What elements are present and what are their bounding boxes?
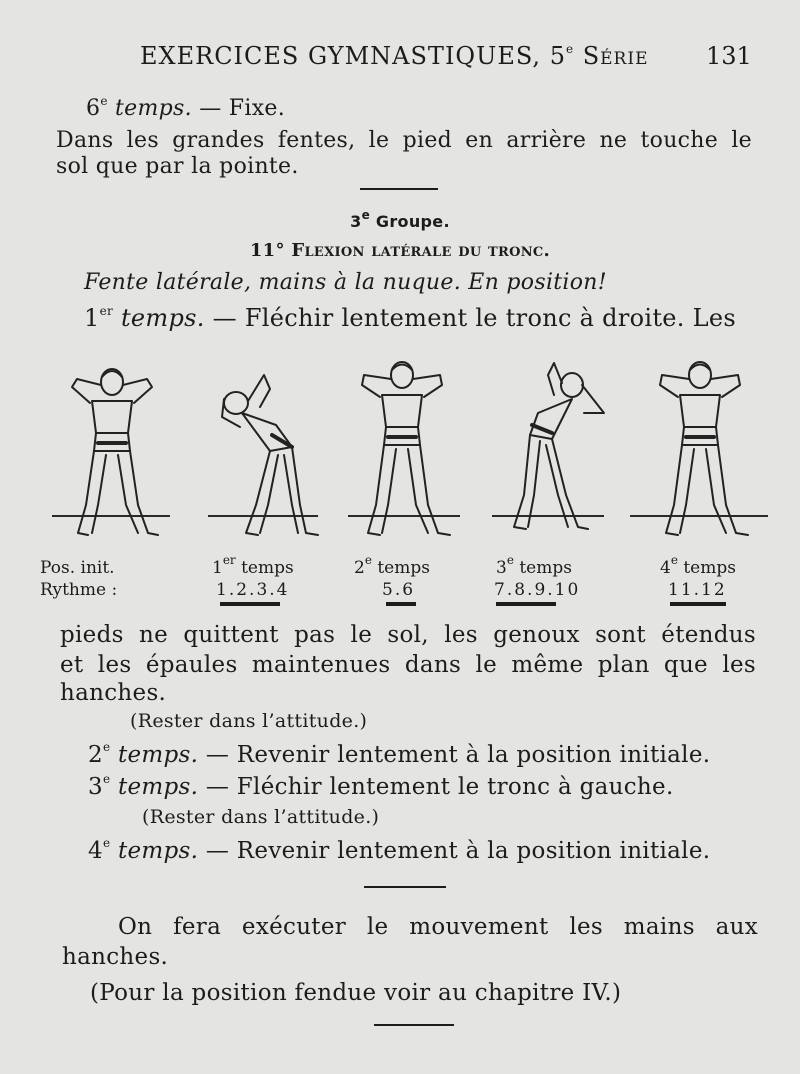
section-rule bbox=[374, 1024, 454, 1026]
paragraph-line: (Pour la position fendue voir au chapitre IV.) bbox=[90, 980, 622, 1006]
rhythm-underline bbox=[670, 602, 726, 606]
exercise-title bbox=[0, 240, 800, 261]
step-word: temps. bbox=[117, 838, 199, 864]
step-number: 3 bbox=[88, 774, 103, 800]
caption-word: temps bbox=[235, 558, 294, 578]
command-line: Fente latérale, mains à la nuque. En position! bbox=[84, 270, 607, 295]
caption-word: temps bbox=[677, 558, 736, 578]
step-sup: e bbox=[102, 740, 111, 755]
caption-number: 1 bbox=[212, 558, 223, 578]
caption-sup: er bbox=[222, 553, 236, 568]
caption-step-1 bbox=[212, 553, 294, 578]
rhythm-value: 7.8.9.10 bbox=[494, 580, 581, 600]
rhythm-value: 5.6 bbox=[382, 580, 416, 600]
rhythm-underline bbox=[220, 602, 280, 606]
running-header bbox=[140, 42, 680, 70]
step-2-line bbox=[88, 742, 710, 768]
step-word: temps. bbox=[117, 742, 199, 768]
figure-step-4 bbox=[660, 362, 748, 535]
step-6-line bbox=[86, 93, 286, 121]
caption-word: temps bbox=[371, 558, 430, 578]
group-sup: e bbox=[361, 207, 371, 222]
group-number: 3 bbox=[350, 212, 362, 231]
step-text: — Fléchir lentement le tronc à gauche. bbox=[198, 774, 674, 800]
step-sup: er bbox=[99, 304, 114, 318]
caption-number: 2 bbox=[354, 558, 365, 578]
step-number: 2 bbox=[88, 742, 103, 768]
paragraph-line: pieds ne quittent pas le sol, les genoux sont étendus bbox=[60, 622, 756, 648]
caption-initial-position bbox=[40, 558, 115, 578]
caption-word: temps bbox=[513, 558, 572, 578]
step-4-line bbox=[88, 838, 710, 864]
note-line: (Rester dans l’attitude.) bbox=[130, 710, 368, 732]
group-word: Groupe. bbox=[370, 212, 450, 231]
paragraph-line: sol que par la pointe. bbox=[56, 154, 299, 179]
rhythm-value: 11.12 bbox=[668, 580, 727, 600]
step-sup: e bbox=[102, 772, 111, 787]
figure-initial-position bbox=[72, 369, 158, 535]
step-word: temps. bbox=[115, 96, 192, 121]
caption-number: 4 bbox=[660, 558, 671, 578]
paragraph-line: hanches. bbox=[62, 944, 169, 970]
caption-sup: e bbox=[670, 553, 678, 568]
figure-step-3 bbox=[514, 363, 604, 529]
header-sup: e bbox=[565, 42, 575, 56]
step-number: 6 bbox=[86, 96, 101, 121]
step-sup: e bbox=[102, 836, 111, 851]
section-rule bbox=[360, 188, 438, 190]
step-text: — Fléchir lentement le tronc à droite. Les bbox=[204, 304, 736, 332]
step-sup: e bbox=[100, 93, 108, 108]
step-3-line bbox=[88, 774, 674, 800]
caption-number: 3 bbox=[496, 558, 507, 578]
caption-sup: e bbox=[506, 553, 514, 568]
caption-step-3 bbox=[496, 553, 572, 578]
figure-step-1 bbox=[222, 375, 318, 535]
rhythm-underline bbox=[496, 602, 556, 606]
caption-step-2 bbox=[354, 553, 430, 578]
section-rule bbox=[364, 886, 446, 888]
page-number: 131 bbox=[706, 42, 752, 70]
step-text: — Revenir lentement à la position initiale. bbox=[198, 742, 711, 768]
group-title bbox=[0, 207, 800, 231]
step-word: temps. bbox=[117, 774, 199, 800]
paragraph-line: On fera exécuter le mouvement les mains aux bbox=[118, 914, 758, 940]
exercise-figures bbox=[30, 355, 770, 555]
caption-sup: e bbox=[364, 553, 372, 568]
figure-step-2 bbox=[362, 362, 450, 535]
exercise-name: Flexion latérale du tronc. bbox=[291, 240, 551, 261]
caption-text: Pos. init. bbox=[40, 558, 115, 578]
exercise-number: 11° bbox=[249, 240, 292, 261]
paragraph-line: Dans les grandes fentes, le pied en arrière ne touche le bbox=[56, 128, 752, 153]
step-number: 1 bbox=[84, 304, 100, 332]
paragraph-line: et les épaules maintenues dans le même plan que les bbox=[60, 652, 756, 678]
caption-step-4 bbox=[660, 553, 736, 578]
step-number: 4 bbox=[88, 838, 103, 864]
step-text: — Fixe. bbox=[191, 96, 286, 121]
rhythm-underline bbox=[386, 602, 416, 606]
paragraph-line: hanches. bbox=[60, 680, 167, 706]
rhythm-value: 1.2.3.4 bbox=[216, 580, 290, 600]
header-title: EXERCICES GYMNASTIQUES, 5 bbox=[140, 42, 566, 70]
step-word: temps. bbox=[120, 304, 205, 332]
note-line: (Rester dans l’attitude.) bbox=[142, 806, 380, 828]
step-text: — Revenir lentement à la position initiale. bbox=[198, 838, 711, 864]
figures-drawing bbox=[30, 355, 770, 555]
rhythm-label: Rythme : bbox=[40, 580, 118, 600]
header-series: Série bbox=[574, 42, 649, 70]
step-1-line bbox=[84, 304, 736, 332]
